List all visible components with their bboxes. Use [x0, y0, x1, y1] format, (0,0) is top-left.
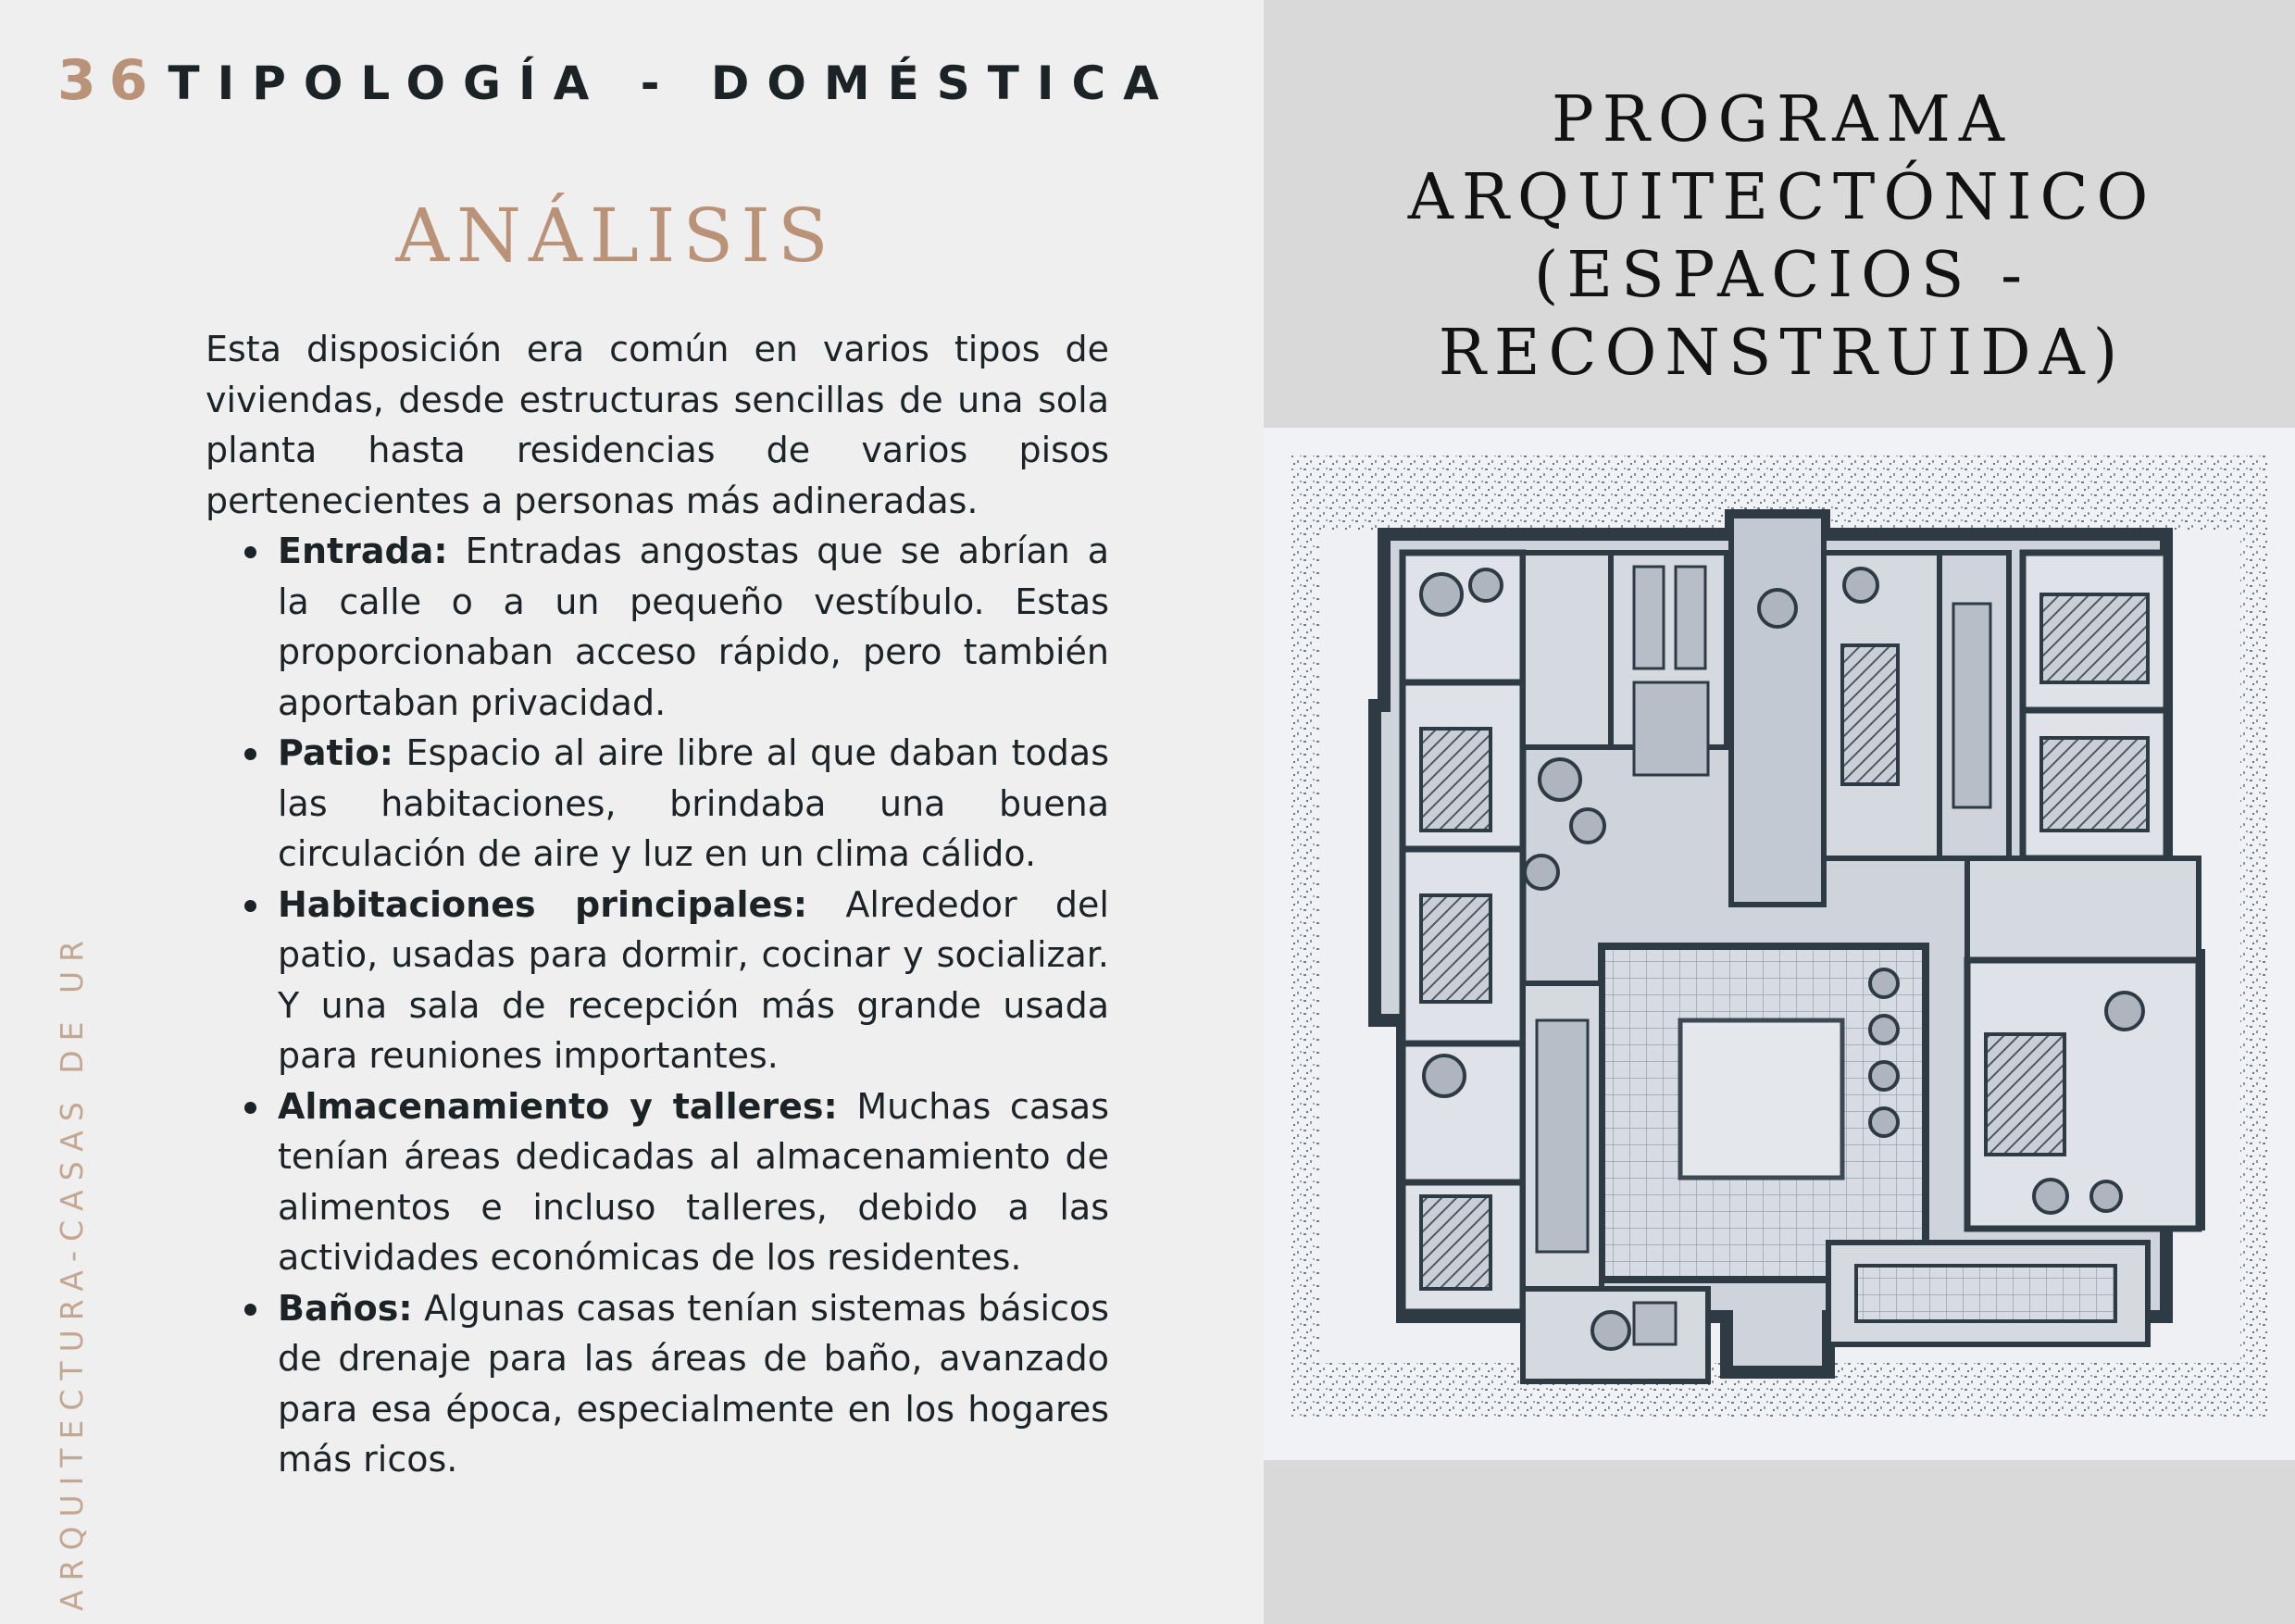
item-term: Baños:	[278, 1287, 413, 1329]
list-item	[278, 526, 1109, 728]
analysis-intro: Esta disposición era común en varios tipos de viviendas, desde estructuras sencillas de una sola planta hasta residencias de varios pisos pertenecientes a personas más adineradas.	[206, 329, 1109, 521]
program-title-line: (ESPACIOS -	[1533, 239, 2031, 312]
program-title-line: PROGRAMA	[1551, 83, 2014, 156]
analysis-heading: ANÁLISIS	[395, 193, 836, 279]
page-header	[57, 48, 1177, 113]
list-item	[278, 1283, 1109, 1485]
item-text: Muchas casas tenían áreas dedicadas al almacenamiento de alimentos e incluso talleres, debido a las actividades económicas de los residentes.	[278, 1085, 1109, 1278]
list-item	[278, 880, 1109, 1081]
list-item	[278, 728, 1109, 880]
program-title-line: ARQUITECTÓNICO	[1407, 161, 2157, 234]
list-item	[278, 1081, 1109, 1283]
page-number: 36	[57, 48, 161, 113]
item-text: Entradas angostas que se abrían a la calle o a un pequeño vestíbulo. Estas proporcionaban acceso rápido, pero también aportaban privacidad.	[278, 531, 1109, 723]
floor-plan-drawing	[1264, 428, 2295, 1460]
item-term: Almacenamiento y talleres:	[278, 1085, 838, 1127]
item-term: Patio:	[278, 732, 393, 773]
vertical-footer: ARQUITECTURA-CASAS DE UR	[54, 931, 90, 1611]
item-text: Alrededor del patio, usadas para dormir, cocinar y socializar. Y una sala de recepción más grande usada para reuniones importantes.	[278, 883, 1109, 1076]
program-title-line: RECONSTRUIDA)	[1438, 317, 2127, 390]
item-term: Entrada:	[278, 531, 448, 571]
item-term: Habitaciones principales:	[278, 883, 808, 925]
program-title	[1389, 81, 2176, 393]
item-text: Espacio al aire libre al que daban todas las habitaciones, brindaba una buena circulación de aire y luz en un clima cálido.	[278, 732, 1109, 874]
spaces-list	[206, 526, 1109, 1485]
analysis-body	[206, 324, 1109, 1485]
floor-plan-image	[1264, 428, 2295, 1460]
item-text: Algunas casas tenían sistemas básicos de drenaje para las áreas de baño, avanzado para esa época, especialmente en los hogares más ricos.	[278, 1287, 1109, 1480]
section-title: TIPOLOGÍA - DOMÉSTICA	[168, 56, 1177, 110]
